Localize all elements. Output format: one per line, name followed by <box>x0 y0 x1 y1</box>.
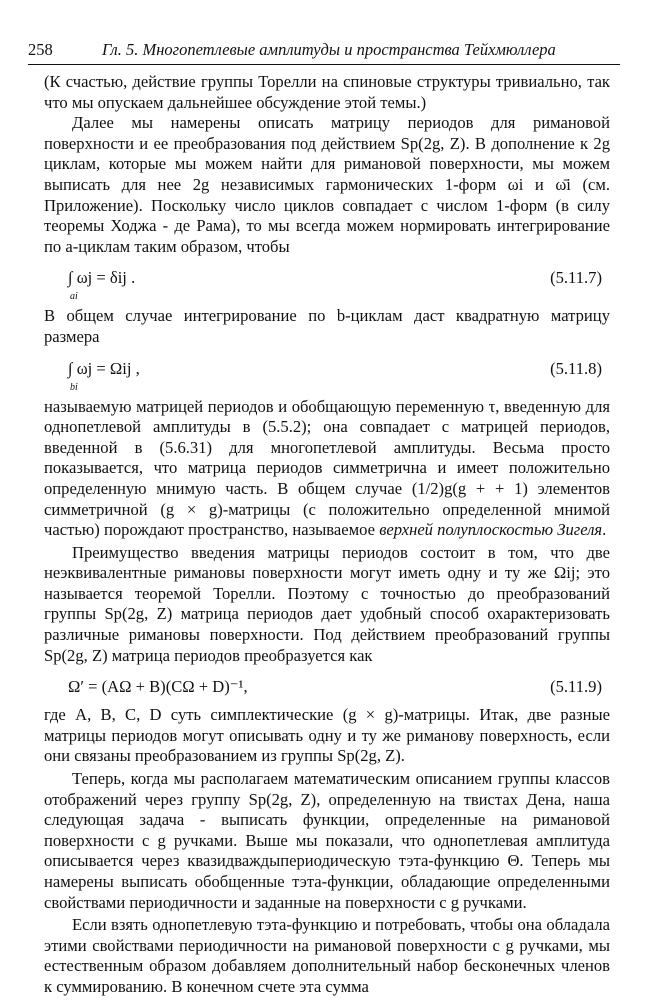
paragraph-4: называемую матрицей периодов и обобщающую переменную τ, введенную для однопетлевой амплитуды в (5.5.2); она совпадает с матрицей периодов, введенной в (5.6.31) для многопетлевой амплитуды. Весьма просто показывается, что матрица периодов симметрична и имеет положительно определенную мнимую часть. В общем случае (1/2)g(g + + 1) элементов симметричной (g × g)-матрицы (с положительно определенной мнимой частью) порождают пространство, называемое верхней полуплоскостью Зигеля. <box>44 396 610 540</box>
equation-5-11-8 <box>44 353 610 393</box>
paragraph-4-text: называемую матрицей периодов и обобщающую переменную τ, введенную для однопетлевой амплитуды в (5.5.2); она совпадает с матрицей периодов, введенной в (5.6.31) для многопетлевой амплитуды. Весьма просто показывается, что матрица периодов симметрична и имеет положительно определенную мнимую часть. В общем случае (1/2)g(g + + 1) элементов симметричной (g × g)-матрицы (с положительно определенной мнимой частью) порождают пространство, называемое <box>44 396 610 540</box>
equation-5-11-7-label: (5.11.7) <box>550 268 602 288</box>
header-rule <box>28 64 620 65</box>
body-text <box>44 72 610 998</box>
paragraph-5: Преимущество введения матрицы периодов состоит в том, что две неэквивалентные римановы поверхности могут иметь одну и ту же Ωij; это называется теоремой Торелли. Поэтому с точностью до преобразований группы Sp(2g, Z) матрица периодов дает удобный способ охарактеризовать различные римановы поверхности. Под действием преобразований группы Sp(2g, Z) матрица периодов преобразуется как <box>44 542 610 665</box>
equation-5-11-9-label: (5.11.9) <box>550 677 602 697</box>
equation-5-11-9 <box>44 671 610 701</box>
equation-5-11-8-body: ∫ ωj = Ωij , <box>68 358 140 378</box>
paragraph-7: Теперь, когда мы располагаем математическим описанием группы классов отображений через группу Sp(2g, Z), определенную на твистах Дена, наша следующая задача - выписать функции, определенные на римановой поверхности с g ручками. Выше мы показали, что однопетлевая амплитуда описывается через квазидваждыпериодическую тэта-функцию Θ. Теперь мы намерены выписать обобщенные тэта-функции, обладающие определенными свойствами периодичности и заданные на поверхности с g ручками. <box>44 769 610 912</box>
paragraph-6: где A, B, C, D суть симплектические (g × g)-матрицы. Итак, две разные матрицы периодов могут описывать одну и ту же риманову поверхность, если они связаны преобразованием из группы Sp(2g, Z). <box>44 705 610 766</box>
paragraph-8: Если взять однопетлевую тэта-функцию и потребовать, чтобы она обладала этими свойствами периодичности на римановой поверхности с g ручками, мы естественным образом добавляем дополнительный набор бесконечных членов к суммированию. В конечном счете эта сумма <box>44 915 610 996</box>
equation-5-11-8-expr <box>68 358 140 393</box>
equation-5-11-7 <box>44 262 610 302</box>
chapter-title: Гл. 5. Многопетлевые амплитуды и пространства Тейхмюллера <box>102 40 556 59</box>
paragraph-1: (К счастью, действие группы Торелли на спиновые структуры тривиально, так что мы опускаем дальнейшее обсуждение этой темы.) <box>44 72 610 112</box>
equation-5-11-9-expr: Ω′ = (AΩ + B)(CΩ + D)⁻¹, <box>68 677 248 697</box>
equation-5-11-7-body: ∫ ωj = δij . <box>68 268 136 288</box>
equation-5-11-7-expr <box>68 268 136 303</box>
page-number: 258 <box>28 40 53 59</box>
siegel-half-plane-term: верхней полуплоскостью Зигеля <box>379 520 603 540</box>
equation-5-11-8-limit: bi <box>70 381 78 393</box>
paragraph-3: В общем случае интегрирование по b-циклам даст квадратную матрицу размера <box>44 306 610 346</box>
paragraph-2: Далее мы намерены описать матрицу периодов для римановой поверхности и ее преобразования под действием Sp(2g, Z). В дополнение к 2g циклам, которые мы можем найти для римановой поверхности, мы можем выписать для нее 2g независимых гармонических 1-форм ωi и ω̄i (см. Приложение). Поскольку число циклов совпадает с числом 1-форм (в силу теоремы Ходжа - де Рама), то мы всегда можем нормировать интегрирование по a-циклам таким образом, чтобы <box>44 113 610 256</box>
equation-5-11-8-label: (5.11.8) <box>550 358 602 378</box>
equation-5-11-7-limit: ai <box>70 291 78 303</box>
